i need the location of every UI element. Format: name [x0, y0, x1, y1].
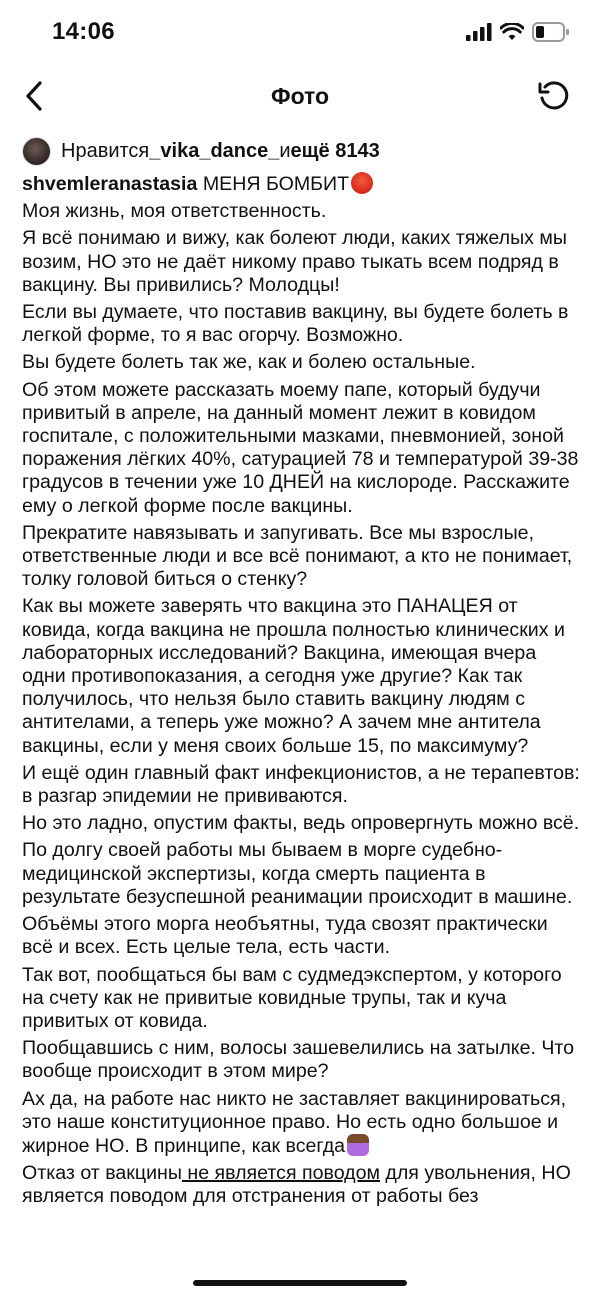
status-time: 14:06: [52, 18, 115, 45]
caption-paragraph: Моя жизнь, моя ответственность.: [22, 200, 327, 223]
wifi-icon: [500, 23, 524, 41]
caption-paragraph: Прекратите навязывать и запугивать. Все мы взрослые, ответственные люди и все всё понимают, а кто не понимает, толку головой биться о стенку?: [22, 521, 573, 591]
refresh-icon: [537, 79, 571, 113]
likes-count[interactable]: ещё 8143: [290, 139, 380, 162]
status-icons: [466, 22, 570, 42]
refresh-button[interactable]: [534, 76, 574, 116]
caption-paragraph: Если вы думаете, что поставив вакцину, вы будете болеть в легкой форме, то я вас огорчу. Возможно.: [22, 301, 569, 347]
caption-final-underlined: не является поводом: [181, 1162, 380, 1185]
shrug-person-icon: [347, 1134, 369, 1156]
battery-icon: [532, 22, 570, 42]
post-caption: [22, 172, 582, 1213]
caption-last-text: Ах да, на работе нас никто не заставляет вакцинироваться, это наше конституционное право. Но есть одно большое и жирное НО. В принципе, как всегда: [22, 1087, 567, 1157]
status-bar: [0, 0, 600, 66]
home-indicator: [193, 1280, 407, 1286]
caption-paragraph: И ещё один главный факт инфекционистов, а не терапевтов: в разгар эпидемии не прививаются.: [22, 761, 580, 808]
avatar[interactable]: [22, 137, 51, 166]
caption-paragraph: Пообщавшись с ним, волосы зашевелились на затылке. Что вообще происходит в этом мире?: [22, 1037, 575, 1083]
likes-middle: и: [279, 139, 291, 162]
nav-bar: [0, 66, 600, 128]
page-title: Фото: [270, 83, 330, 109]
likes-prefix: Нравится: [61, 139, 150, 162]
caption-paragraph: Так вот, пообщаться бы вам с судмедэкспертом, у которого на счету как не привитые ковидные трупы, так и куча привитых от ковида.: [22, 963, 562, 1032]
caption-final-end: для увольнения, НО является поводом для отстранения от работы без: [22, 1162, 571, 1208]
caption-paragraph: Я всё понимаю и вижу, как болеют люди, каких тяжелых мы возим, НО это не даёт никому право тыкать всем подряд в вакцину. Вы привились? Молодцы!: [22, 227, 567, 296]
caption-paragraph-final: [22, 1162, 582, 1208]
caption-paragraph-last: [22, 1088, 582, 1159]
caption-paragraph: Но это ладно, опустим факты, ведь опровергнуть можно всё.: [22, 812, 580, 835]
liked-by-user[interactable]: _vika_dance_: [149, 139, 280, 162]
caption-final-start: Отказ от вакцины: [22, 1162, 182, 1185]
post-author[interactable]: shvemleranastasia: [22, 173, 198, 195]
caption-first-line: [22, 172, 582, 196]
caption-opening: МЕНЯ БОМБИТ: [202, 173, 350, 195]
caption-paragraph: По долгу своей работы мы бываем в морге судебно-медицинской экспертизы, когда смерть пациента в результате безуспешной реанимации происходит в машине.: [22, 839, 573, 908]
signal-icon: [466, 23, 492, 41]
likes-row[interactable]: [22, 136, 380, 166]
caption-paragraph: Об этом можете рассказать моему папе, который будучи привитый в апреле, на данный момент лежит в ковидом госпитале, с положительными мазками, пневмонией, зоной поражения лёгких 40%, сатурацией 78 и температурой 39-38 градусов в течении уже 10 ДНЕЙ на кислороде. Расскажите ему о легкой форме после вакцины.: [22, 378, 579, 517]
caption-paragraph: Вы будете болеть так же, как и болею остальные.: [22, 351, 476, 374]
caption-paragraph: Объёмы этого морга необъятны, туда свозят практически всё и всех. Есть целые тела, есть части.: [22, 913, 548, 959]
caption-paragraph: Как вы можете заверять что вакцина это ПАНАЦЕЯ от ковида, когда вакцина не прошла полностью клинических и лабораторных исследований? Вакцина, имеющая вчера одни противопоказания, а сегодня уже другие? Как так получилось, что нельзя было ставить вакцину людям с антителами, а теперь уже можно? А зачем мне антитела вакцины, если у меня своих больше 15, по максимуму?: [22, 595, 565, 757]
angry-face-icon: [351, 172, 373, 194]
